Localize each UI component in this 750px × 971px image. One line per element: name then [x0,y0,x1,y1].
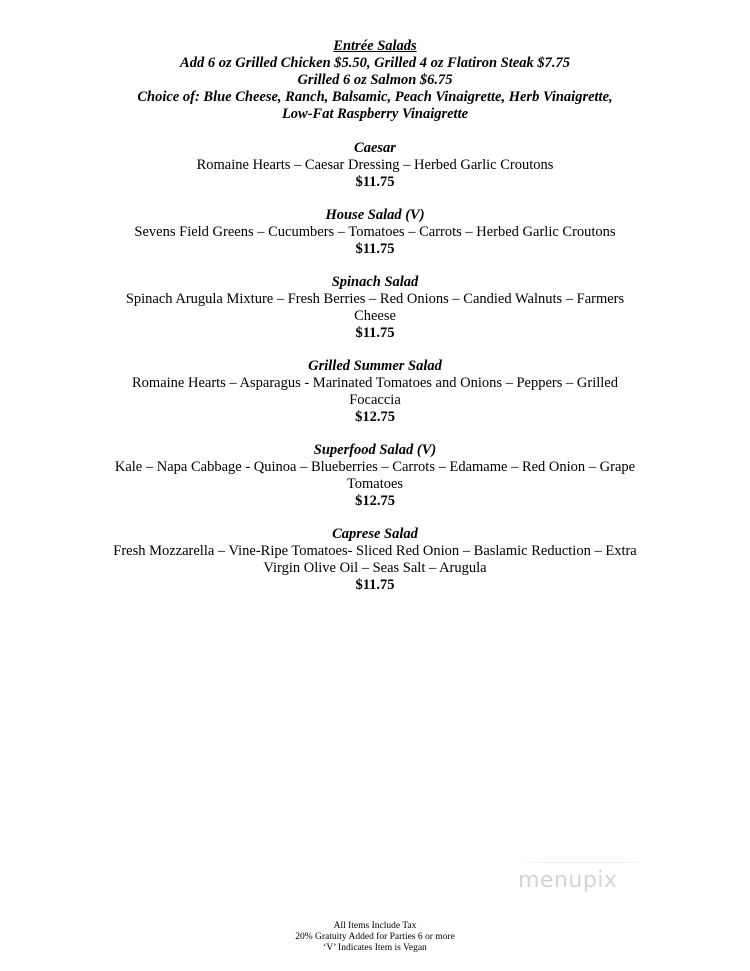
item-name: Superfood Salad (V) [313,442,437,458]
dressing-choice-line-2: Low-Fat Raspberry Vinaigrette [281,106,469,122]
item-description: Kale – Napa Cabbage - Quinoa – Blueberries – Carrots – Edamame – Red Onion – Grape Tomatoes [114,459,636,492]
item-name: Caesar [354,140,396,156]
add-salmon-line: Grilled 6 oz Salmon $6.75 [297,72,453,88]
gratuity-note: 20% Gratuity Added for Parties 6 or more [295,932,455,942]
item-price: $11.75 [355,577,395,593]
menu-footer [0,921,750,954]
tax-note: All Items Include Tax [333,921,417,931]
menu-item-superfood-salad [105,442,645,510]
item-description: Romaine Hearts – Caesar Dressing – Herbed Garlic Croutons [196,157,554,173]
menu-items-list [105,140,645,610]
item-price: $12.75 [355,409,395,425]
add-protein-line: Add 6 oz Grilled Chicken $5.50, Grilled 4 oz Flatiron Steak $7.75 [180,55,570,71]
menu-item-spinach-salad [105,274,645,342]
item-name: Spinach Salad [331,274,419,290]
item-price: $11.75 [355,174,395,190]
item-description: Fresh Mozzarella – Vine-Ripe Tomatoes- Sliced Red Onion – Baslamic Reduction – Extra Virgin Olive Oil – Seas Salt – Arugula [113,543,637,576]
watermark-text: menupix [518,868,618,893]
dressing-choice-line: Choice of: Blue Cheese, Ranch, Balsamic, Peach Vinaigrette, Herb Vinaigrette, [137,89,613,105]
item-name: House Salad (V) [325,207,425,223]
item-name: Caprese Salad [332,526,418,542]
item-price: $11.75 [355,241,395,257]
menu-item-house-salad [105,207,645,258]
vegan-note: ‘V’ Indicates Item is Vegan [323,943,427,953]
menupix-watermark [518,868,648,908]
menu-item-caesar [105,140,645,191]
item-price: $12.75 [355,493,395,509]
item-description: Romaine Hearts – Asparagus - Marinated Tomatoes and Onions – Peppers – Grilled Focaccia [132,375,618,408]
menu-item-grilled-summer-salad [105,358,645,426]
item-price: $11.75 [355,325,395,341]
item-name: Grilled Summer Salad [308,358,442,374]
watermark-rule [518,862,648,863]
item-description: Sevens Field Greens – Cucumbers – Tomatoes – Carrots – Herbed Garlic Croutons [134,224,616,240]
item-description: Spinach Arugula Mixture – Fresh Berries – Red Onions – Candied Walnuts – Farmers Cheese [125,291,625,324]
menu-header [0,38,750,123]
menu-item-caprese-salad [105,526,645,594]
section-title: Entrée Salads [333,38,417,54]
